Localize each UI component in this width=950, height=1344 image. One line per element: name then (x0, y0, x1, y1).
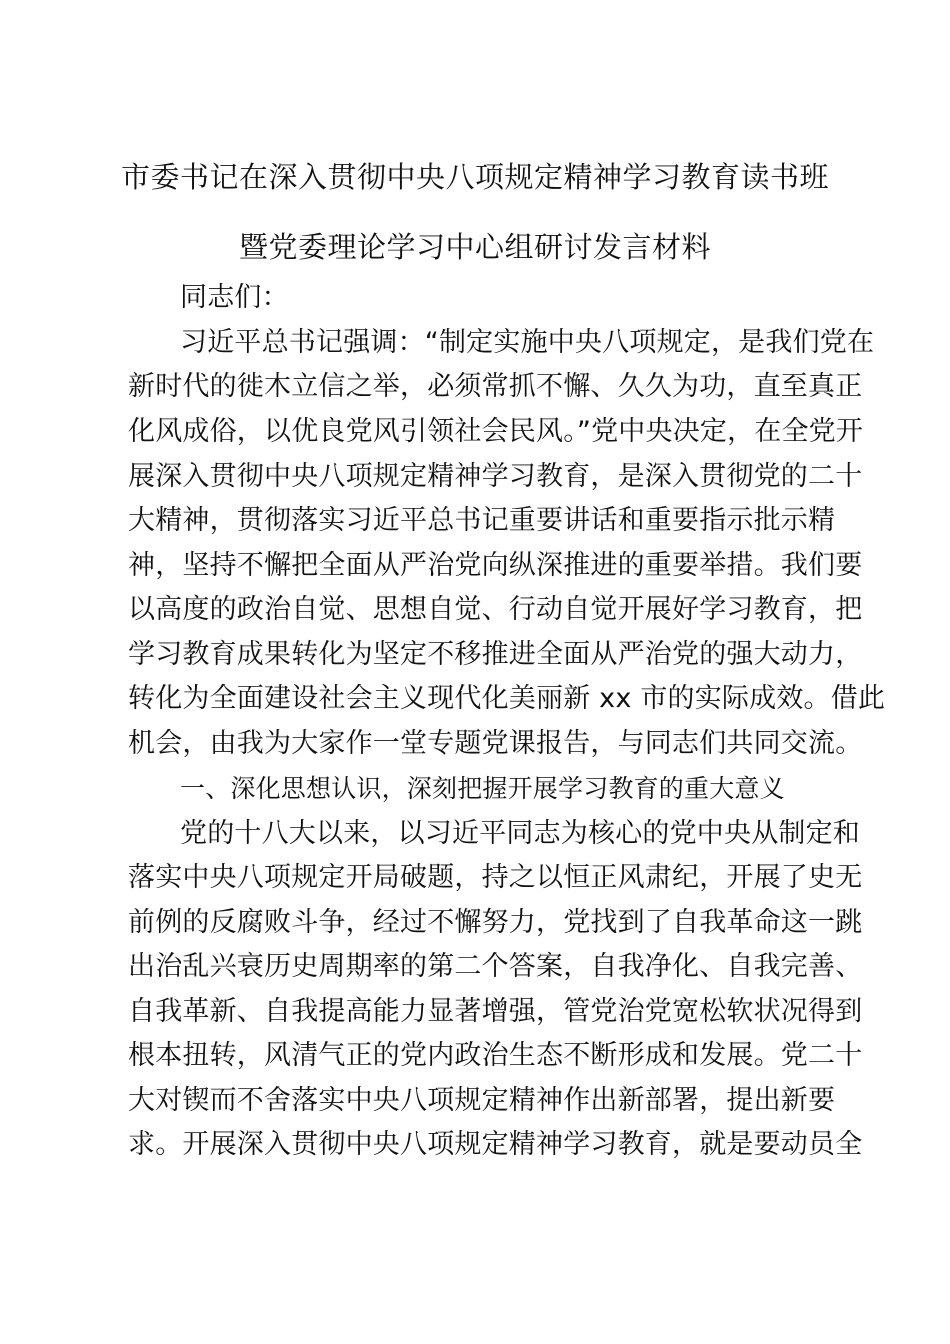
paragraph-line: 学习教育成果转化为坚定不移推进全面从严治党的强大动力， (128, 639, 863, 670)
paragraph-line: 机会，由我为大家作一堂专题党课报告，与同志们共同交流。 (128, 728, 863, 759)
paragraph-line: 求。开展深入贯彻中央八项规定精神学习教育，就是要动员全 (128, 1129, 863, 1160)
paragraph-line: 习近平总书记强调：“制定实施中央八项规定，是我们党在 (180, 327, 875, 358)
paragraph-line: 化风成俗，以优良党风引领社会民风。”党中央决定，在全党开 (128, 416, 864, 447)
document-title-line-1: 市委书记在深入贯彻中央八项规定精神学习教育读书班 (120, 160, 829, 194)
paragraph-line: 神，坚持不懈把全面从严治党向纵深推进的重要举措。我们要 (128, 550, 863, 581)
paragraph-line: 根本扭转，风清气正的党内政治生态不断形成和发展。党二十 (128, 1040, 863, 1071)
paragraph-line: 新时代的徙木立信之举，必须常抓不懈、久久为功，直至真正 (128, 371, 863, 402)
section-heading: 一、深化思想认识，深刻把握开展学习教育的重大意义 (180, 774, 785, 803)
paragraph-line: 自我革新、自我提高能力显著增强，管党治党宽松软状况得到 (128, 996, 863, 1027)
paragraph-line: 大精神，贯彻落实习近平总书记重要讲话和重要指示批示精 (128, 505, 836, 536)
paragraph-line: 转化为全面建设社会主义现代化美丽新 xx 市的实际成效。借此 (128, 683, 886, 714)
document-title-line-2: 暨党委理论学习中心组研讨发言材料 (238, 230, 711, 264)
paragraph-line: 出治乱兴衰历史周期率的第二个答案，自我净化、自我完善、 (128, 951, 863, 982)
paragraph-line: 大对锲而不舍落实中央八项规定精神作出新部署，提出新要 (128, 1085, 836, 1116)
paragraph-line: 落实中央八项规定开局破题，持之以恒正风肃纪，开展了史无 (128, 862, 863, 893)
paragraph-line: 以高度的政治自觉、思想自觉、行动自觉开展好学习教育，把 (128, 594, 863, 625)
paragraph-line: 前例的反腐败斗争，经过不懈努力，党找到了自我革命这一跳 (128, 907, 863, 938)
paragraph-line: 党的十八大以来，以习近平同志为核心的党中央从制定和 (180, 818, 860, 849)
salutation: 同志们： (180, 282, 289, 313)
paragraph-line: 展深入贯彻中央八项规定精神学习教育，是深入贯彻党的二十 (128, 461, 863, 492)
